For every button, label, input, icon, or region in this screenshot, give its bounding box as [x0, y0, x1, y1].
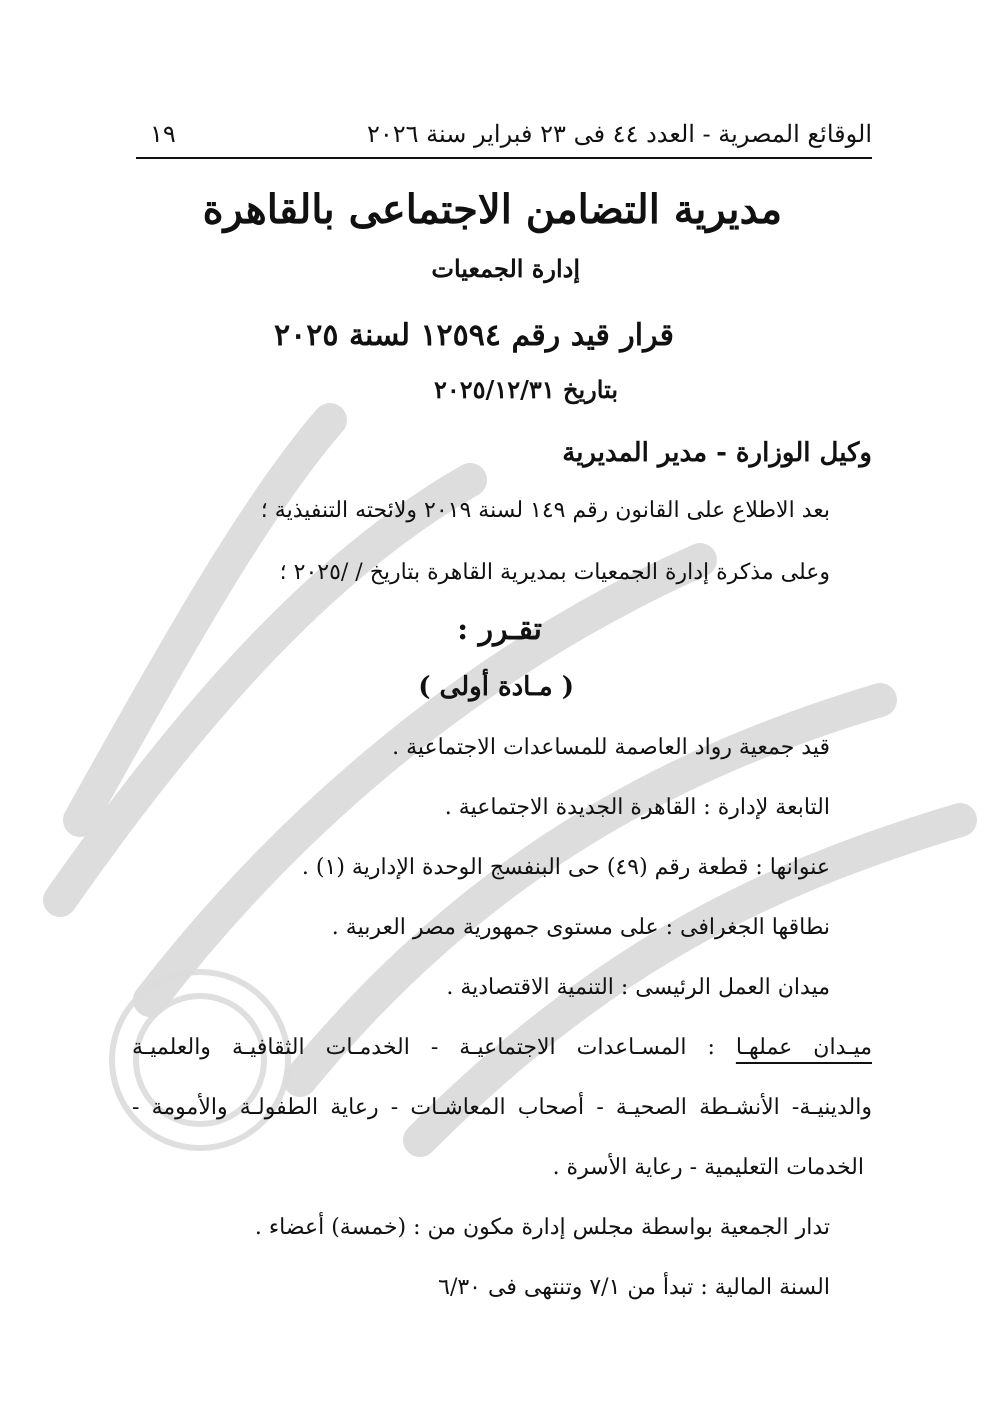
preamble-line: بعد الاطلاع على القانون رقم ١٤٩ لسنة ٢٠١٩ ولائحته التنفيذية ؛	[260, 498, 830, 523]
decree-date: بتاريخ ٢٠٢٥/١٢/٣١	[433, 375, 618, 404]
header-title: الوقائع المصرية - العدد ٤٤ فى ٢٣ فبراير سنة ٢٠٢٦	[366, 120, 872, 148]
activity-line: والدينيـة- الأنشـطة الصحيـة - أصحاب المعاشـات - رعاية الطفولـة والأمومة -	[132, 1095, 872, 1120]
article-line: نطاقها الجغرافى : على مستوى جمهورية مصر العربية .	[331, 915, 830, 940]
activity-label: ميـدان عملهـا	[735, 1035, 872, 1060]
authority-name: مديرية التضامن الاجتماعى بالقاهرة	[202, 186, 782, 233]
activity-line	[132, 1035, 872, 1060]
article-line: عنوانها : قطعة رقم (٤٩) حى البنفسج الوحدة الإدارية (١) .	[301, 855, 830, 880]
decides-heading: تقـرر :	[457, 612, 542, 647]
activity-rest: : المسـاعدات الاجتماعيـة - الخدمـات الثقافيـة والعلميـة	[132, 1035, 715, 1060]
activity-line: الخدمات التعليمية - رعاية الأسرة .	[552, 1155, 864, 1180]
article-line: التابعة لإدارة : القاهرة الجديدة الاجتماعية .	[444, 795, 830, 820]
article-heading: ( مـادة أولى )	[418, 672, 574, 702]
official-title: وكيل الوزارة - مدير المديرية	[562, 438, 872, 468]
preamble-line: وعلى مذكرة إدارة الجمعيات بمديرية القاهرة بتاريخ / /٢٠٢٥ ؛	[279, 560, 830, 585]
board-line: تدار الجمعية بواسطة مجلس إدارة مكون من : (خمسة) أعضاء .	[254, 1215, 830, 1240]
article-line: قيد جمعية رواد العاصمة للمساعدات الاجتماعية .	[392, 735, 830, 760]
article-line: ميدان العمل الرئيسى : التنمية الاقتصادية .	[446, 975, 830, 1000]
decree-title: قرار قيد رقم ١٢٥٩٤ لسنة ٢٠٢٥	[274, 318, 674, 353]
fiscal-year-line: السنة المالية : تبدأ من ٧/١ وتنتهى فى ٦/٣٠	[438, 1275, 830, 1300]
header-divider	[136, 157, 872, 159]
department-name: إدارة الجمعيات	[431, 254, 580, 283]
page-number: ١٩	[150, 120, 176, 148]
